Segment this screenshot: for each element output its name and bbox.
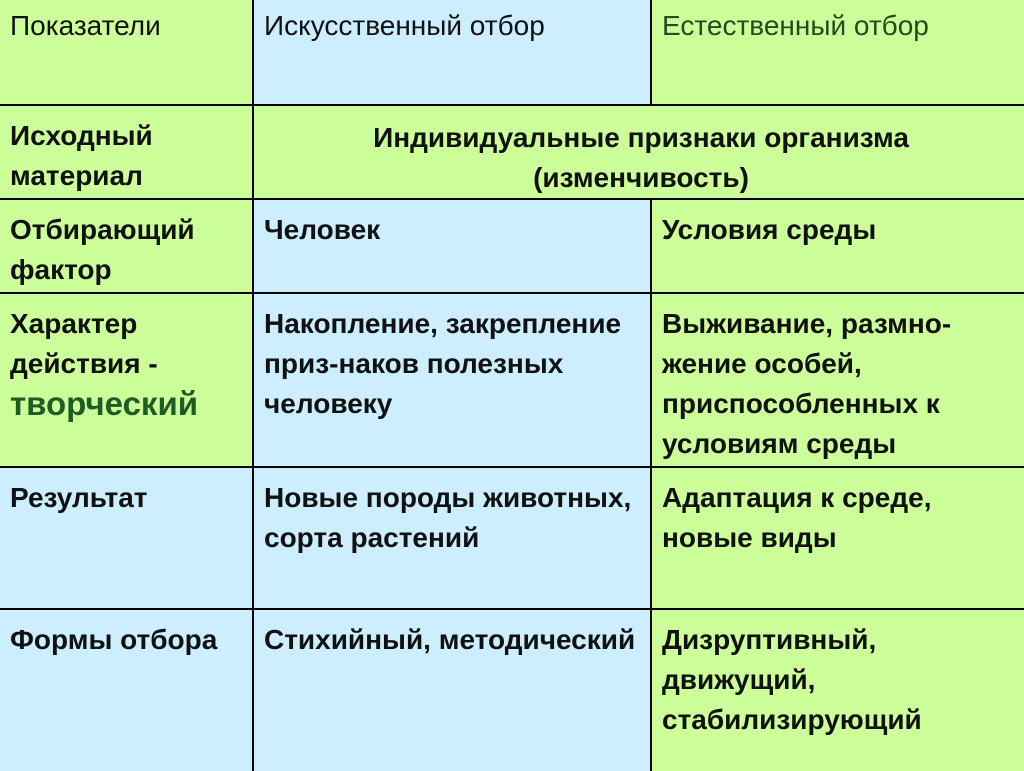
artificial-selecting-factor: Человек [254,200,650,292]
source-material-value: Индивидуальные признаки организма (изменчивость) [254,106,1024,198]
row-label-selecting-factor: Отбирающий фактор [0,200,252,292]
artificial-result: Новые породы животных, сорта растений [254,468,650,608]
row-label-selection-forms: Формы отбора [0,610,252,771]
natural-selecting-factor: Условия среды [652,200,1024,292]
natural-action-character: Выживание, размно-жение особей, приспособленных к условиям среды [652,294,1024,466]
row-label-action-character [0,294,252,466]
row-label-action-text: Характер действия - [10,308,158,379]
creative-emphasis: творческий [10,385,199,422]
natural-result: Адаптация к среде, новые виды [652,468,1024,608]
header-indicators: Показатели [0,0,252,104]
artificial-selection-forms: Стихийный, методический [254,610,650,771]
natural-selection-forms: Дизруптивный, движущий, стабилизирующий [652,610,1024,771]
header-natural-selection: Естественный отбор [652,0,1024,104]
header-artificial-selection: Искусственный отбор [254,0,650,104]
artificial-action-character: Накопление, закрепление приз-наков полезных человеку [254,294,650,466]
row-label-result: Результат [0,468,252,608]
row-label-source-material: Исходный материал [0,106,252,198]
